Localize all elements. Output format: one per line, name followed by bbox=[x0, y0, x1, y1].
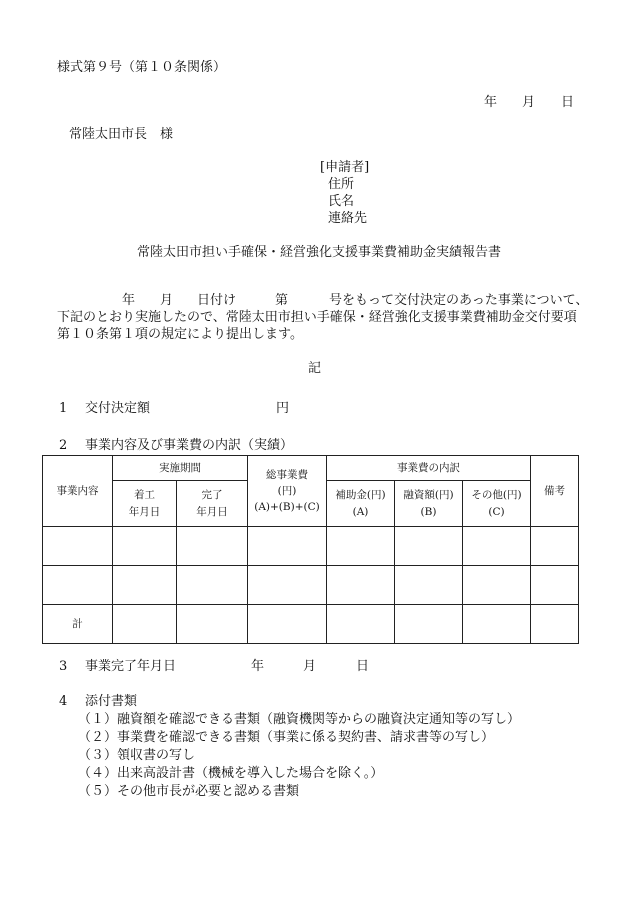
table-cell bbox=[113, 527, 177, 566]
header-other-label: その他(円) bbox=[471, 489, 522, 502]
table-total-row bbox=[43, 605, 579, 644]
header-remarks: 備考 bbox=[531, 456, 579, 527]
header-start-label: 着工 bbox=[134, 489, 155, 502]
header-start bbox=[113, 481, 177, 527]
table-cell bbox=[248, 605, 327, 644]
document-title: 常陸太田市担い手確保・経営強化支援事業費補助金実績報告書 bbox=[137, 245, 502, 260]
applicant-heading: [申請者] bbox=[320, 160, 370, 175]
body-year: 年 bbox=[122, 293, 136, 308]
table-cell bbox=[463, 527, 531, 566]
addressee: 常陸太田市長 様 bbox=[69, 127, 174, 142]
section-2-number: 2 bbox=[59, 438, 68, 453]
table-cell bbox=[327, 566, 395, 605]
section-1-label: 交付決定額 bbox=[85, 401, 151, 416]
list-item: （５）その他市長が必要と認める書類 bbox=[78, 784, 300, 799]
table-cell bbox=[531, 605, 579, 644]
section-3-month: 月 bbox=[303, 659, 317, 674]
table-cell bbox=[177, 566, 248, 605]
header-total bbox=[248, 456, 327, 527]
attachment-list bbox=[78, 711, 520, 801]
header-subsidy-label: 補助金(円) bbox=[335, 489, 386, 502]
ki-heading: 記 bbox=[308, 361, 322, 376]
header-period: 実施期間 bbox=[113, 456, 248, 481]
header-end-sub: 年月日 bbox=[196, 505, 228, 518]
section-1-number: 1 bbox=[59, 401, 68, 416]
body-dated: 日付け bbox=[197, 293, 237, 308]
section-3-year: 年 bbox=[251, 659, 265, 674]
table-cell bbox=[113, 605, 177, 644]
header-loan-label: 融資額(円) bbox=[403, 489, 454, 502]
table-row bbox=[43, 566, 579, 605]
body-line1-rest: 号をもって交付決定のあった事業について、 bbox=[329, 293, 589, 308]
header-start-sub: 年月日 bbox=[128, 505, 161, 518]
header-subsidy bbox=[327, 481, 395, 527]
table-cell bbox=[395, 527, 463, 566]
section-3-label: 事業完了年月日 bbox=[85, 659, 177, 674]
applicant-address-label: 住所 bbox=[328, 177, 355, 192]
list-item: （２）事業費を確認できる書類（事業に係る契約書、請求書等の写し） bbox=[78, 730, 495, 745]
header-total-label: 総事業費 bbox=[266, 468, 308, 481]
header-other-code: (C) bbox=[488, 505, 505, 518]
table-header-row-1 bbox=[43, 456, 579, 481]
header-other bbox=[463, 481, 531, 527]
applicant-name-label: 氏名 bbox=[328, 194, 355, 209]
list-item: （３）領収書の写し bbox=[78, 748, 196, 763]
body-line3: 第１０条第１項の規定により提出します。 bbox=[57, 327, 303, 342]
table-cell bbox=[177, 527, 248, 566]
table-cell bbox=[248, 566, 327, 605]
header-loan bbox=[395, 481, 463, 527]
breakdown-table bbox=[42, 455, 579, 644]
table-cell bbox=[395, 566, 463, 605]
table-cell bbox=[327, 605, 395, 644]
table-cell bbox=[113, 566, 177, 605]
list-item: （４）出来高設計書（機械を導入した場合を除く。） bbox=[78, 766, 384, 781]
total-row-label: 計 bbox=[43, 605, 113, 644]
section-3-number: 3 bbox=[59, 659, 68, 674]
section-4-number: 4 bbox=[59, 694, 68, 709]
date-year: 年 bbox=[484, 95, 498, 110]
header-total-formula: (A)+(B)+(C) bbox=[254, 501, 320, 514]
form-number: 様式第９号（第１０条関係） bbox=[57, 60, 227, 75]
section-4-label: 添付書類 bbox=[85, 694, 138, 709]
applicant-contact-label: 連絡先 bbox=[328, 211, 368, 226]
table-cell bbox=[248, 527, 327, 566]
table-cell bbox=[395, 605, 463, 644]
section-3-day: 日 bbox=[356, 659, 370, 674]
table-cell bbox=[463, 605, 531, 644]
section-2-label: 事業内容及び事業費の内訳（実績） bbox=[85, 438, 294, 453]
header-total-unit: (円) bbox=[277, 484, 297, 497]
header-breakdown: 事業費の内訳 bbox=[327, 456, 531, 481]
header-content: 事業内容 bbox=[43, 456, 113, 527]
table-cell bbox=[177, 605, 248, 644]
list-item: （１）融資額を確認できる書類（融資機関等からの融資決定通知等の写し） bbox=[78, 712, 521, 727]
date-month: 月 bbox=[522, 95, 536, 110]
date-day: 日 bbox=[561, 95, 575, 110]
table-cell bbox=[43, 527, 113, 566]
header-end bbox=[177, 481, 248, 527]
header-loan-code: (B) bbox=[420, 505, 437, 518]
table-row bbox=[43, 527, 579, 566]
table-cell bbox=[531, 566, 579, 605]
header-subsidy-code: (A) bbox=[352, 505, 369, 518]
body-line2: 下記のとおり実施したので、常陸太田市担い手確保・経営強化支援事業費補助金交付要項 bbox=[57, 310, 577, 325]
body-month: 月 bbox=[160, 293, 174, 308]
table-cell bbox=[327, 527, 395, 566]
table-cell bbox=[43, 566, 113, 605]
table-cell bbox=[531, 527, 579, 566]
section-1-unit: 円 bbox=[276, 401, 290, 416]
header-end-label: 完了 bbox=[201, 489, 223, 502]
table-cell bbox=[463, 566, 531, 605]
body-number-prefix: 第 bbox=[275, 293, 289, 308]
